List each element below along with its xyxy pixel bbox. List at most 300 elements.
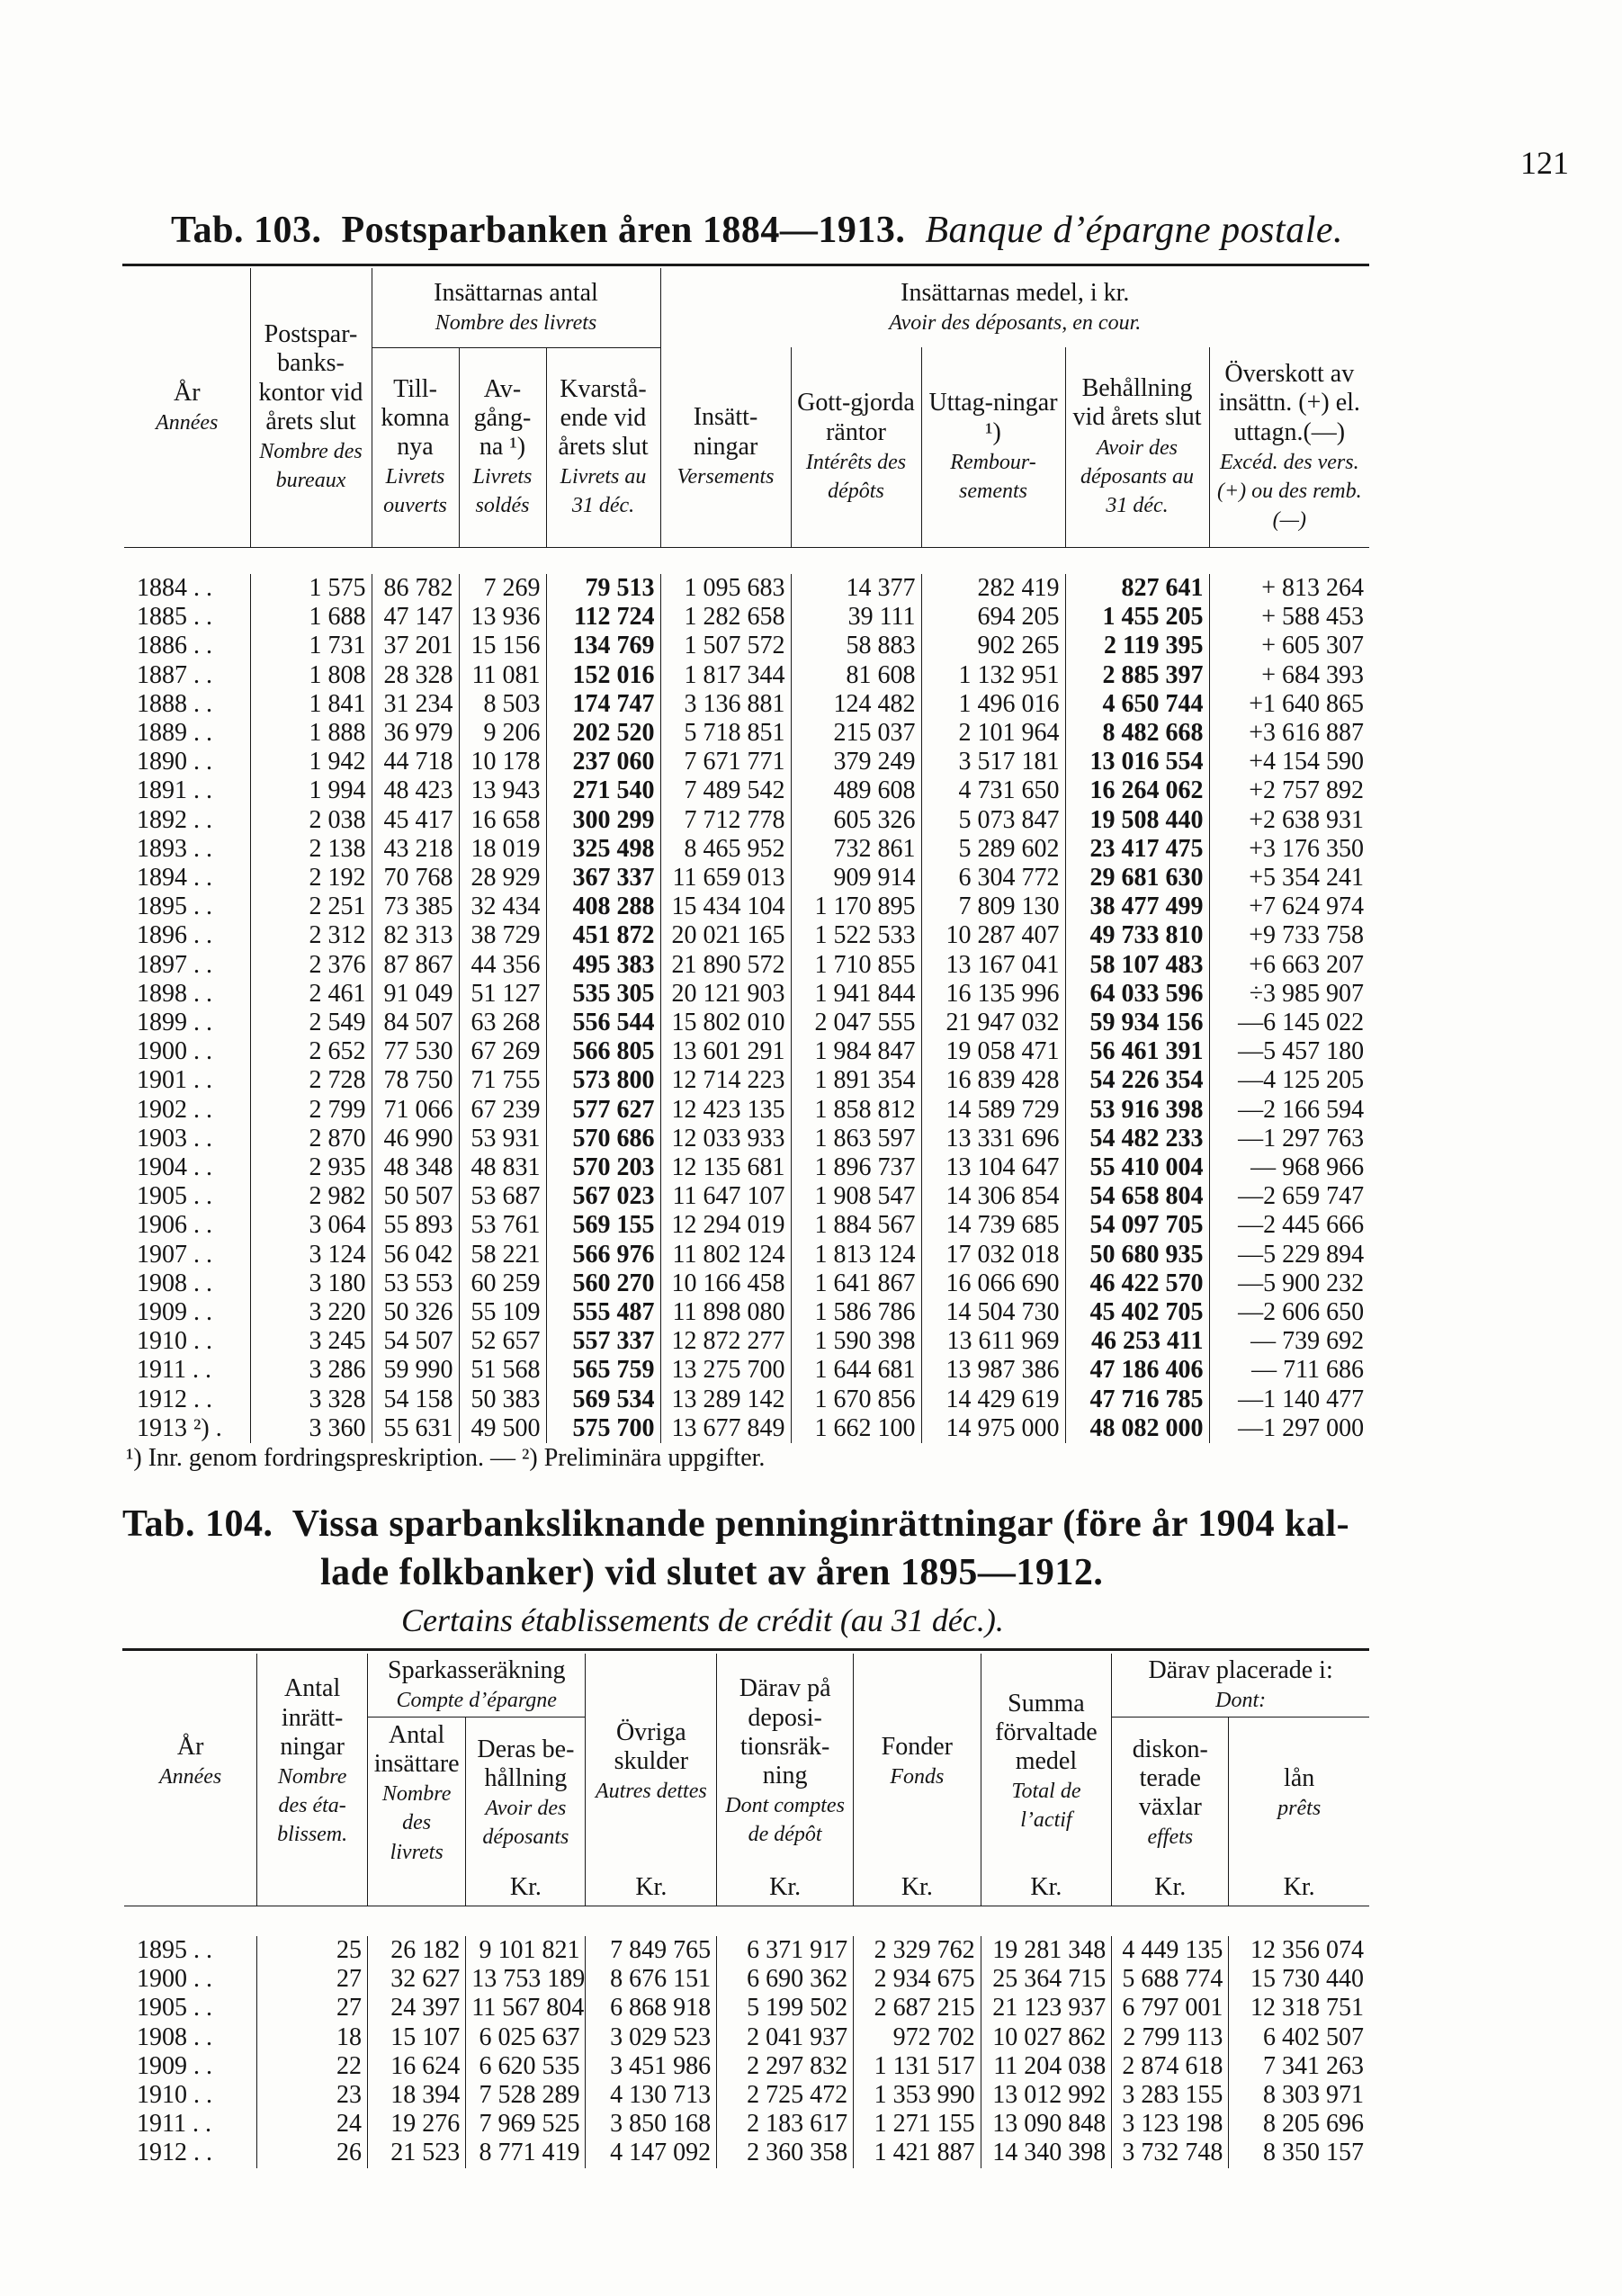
- tab103-header-surplus-fr: Excéd. des vers. (+) ou des remb. (—): [1216, 450, 1362, 533]
- tab103-header-closed-sv: Av-gång-na ¹): [473, 374, 532, 461]
- year-cell: 1898 . .: [137, 979, 212, 1008]
- value-cell: 12 318 751: [1229, 1994, 1369, 2022]
- tab104-header-holders-sv: Antal insättare: [373, 1720, 460, 1778]
- tab104-unit-holdings: Kr.: [466, 1870, 586, 1906]
- value-cell: 6 620 535: [466, 2052, 586, 2081]
- value-cell: 67 239: [459, 1096, 546, 1125]
- value-cell: 1 282 658: [660, 603, 791, 632]
- value-cell: 6 797 001: [1112, 1994, 1229, 2022]
- tab103-row: [124, 661, 1369, 690]
- value-cell: 71 755: [459, 1066, 546, 1095]
- tab104-header-group1-fr: Compte d’épargne: [396, 1688, 557, 1712]
- tab103-header-opened-sv: Till-komna nya: [381, 374, 450, 461]
- value-cell: 2 038: [250, 806, 372, 835]
- value-cell: 13 104 647: [921, 1153, 1065, 1182]
- tab103-header-group2-sv: Insättarnas medel, i kr.: [901, 278, 1130, 307]
- value-cell: 84 507: [372, 1009, 459, 1037]
- tab103-header-row-1: [124, 268, 1369, 347]
- year-cell: 1908 . .: [137, 2022, 212, 2051]
- value-cell: 1 575: [250, 574, 372, 603]
- year-cell: 1892 . .: [137, 805, 212, 834]
- value-cell: 16 624: [368, 2052, 466, 2081]
- value-cell: 2 982: [250, 1182, 372, 1211]
- value-cell: 2 183 617: [717, 2110, 854, 2139]
- tab104-row: [124, 1965, 1369, 1994]
- value-cell: 19 281 348: [981, 1936, 1112, 1965]
- tab103-row: [124, 1241, 1369, 1269]
- value-cell: 50 507: [372, 1182, 459, 1211]
- tab103-header-surplus: [1209, 347, 1369, 547]
- value-cell: 379 249: [791, 748, 921, 776]
- value-cell: 2 652: [250, 1037, 372, 1066]
- value-cell: 12 356 074: [1229, 1936, 1369, 1965]
- tab103-row: [124, 951, 1369, 980]
- tab104-header-bills-sv: diskon-terade växlar: [1132, 1735, 1208, 1822]
- value-cell: 13 601 291: [660, 1037, 791, 1066]
- value-cell: +2 757 892: [1209, 776, 1369, 805]
- value-cell: 7 269: [459, 574, 546, 603]
- tab103-title-fr: Banque d’épargne postale.: [925, 210, 1344, 251]
- value-cell: 5 718 851: [660, 719, 791, 748]
- value-cell: 56 461 391: [1065, 1037, 1209, 1066]
- value-cell: 58 221: [459, 1241, 546, 1269]
- value-cell: 694 205: [921, 603, 1065, 632]
- value-cell: 38 729: [459, 921, 546, 950]
- tab104-unit-funds: Kr.: [854, 1870, 981, 1906]
- value-cell: 32 627: [368, 1965, 466, 1994]
- tab104-top-rule: [122, 1648, 1369, 1651]
- value-cell: 6 868 918: [586, 1994, 717, 2022]
- value-cell: 22: [257, 2052, 368, 2081]
- value-cell: 202 520: [546, 719, 660, 748]
- value-cell: 14 504 730: [921, 1298, 1065, 1327]
- value-cell: 15 107: [368, 2023, 466, 2052]
- tab103-header-opened: [372, 347, 459, 547]
- tab104-header-count-sv: Antal inrätt-ningar: [280, 1674, 345, 1761]
- value-cell: 13 943: [459, 776, 546, 805]
- value-cell: 3 850 168: [586, 2110, 717, 2139]
- value-cell: —6 145 022: [1209, 1009, 1369, 1037]
- tab104-header-deposit-acc-fr: Dont comptes de dépôt: [725, 1794, 845, 1847]
- value-cell: 48 831: [459, 1153, 546, 1182]
- tab103-header-withdrawals-sv: Uttag-ningar ¹): [928, 389, 1058, 446]
- value-cell: +3 176 350: [1209, 835, 1369, 864]
- value-cell: —2 166 594: [1209, 1096, 1369, 1125]
- tab103-row: [124, 1096, 1369, 1125]
- tab104-header-holders-fr: Nombre des livrets: [381, 1782, 452, 1864]
- value-cell: 13 016 554: [1065, 748, 1209, 776]
- value-cell: 1 908 547: [791, 1182, 921, 1211]
- value-cell: 51 127: [459, 980, 546, 1009]
- tab103-row: [124, 921, 1369, 950]
- value-cell: 28 929: [459, 864, 546, 892]
- value-cell: 25 364 715: [981, 1965, 1112, 1994]
- value-cell: —4 125 205: [1209, 1066, 1369, 1095]
- value-cell: 1 662 100: [791, 1414, 921, 1443]
- value-cell: 566 805: [546, 1037, 660, 1066]
- tab103-header-divider: [124, 547, 1369, 574]
- value-cell: 47 147: [372, 603, 459, 632]
- value-cell: 1 863 597: [791, 1125, 921, 1153]
- value-cell: —1 297 000: [1209, 1414, 1369, 1443]
- value-cell: 54 158: [372, 1386, 459, 1414]
- tab103-header-withdrawals: [921, 347, 1065, 547]
- value-cell: 16 839 428: [921, 1066, 1065, 1095]
- value-cell: 13 167 041: [921, 951, 1065, 980]
- year-cell: 1899 . .: [137, 1009, 212, 1037]
- value-cell: 2 312: [250, 921, 372, 950]
- value-cell: 3 064: [250, 1211, 372, 1240]
- value-cell: 46 422 570: [1065, 1269, 1209, 1298]
- tab103-header-interest-sv: Gott-gjorda räntor: [797, 389, 915, 446]
- value-cell: 1 522 533: [791, 921, 921, 950]
- year-cell: 1900 . .: [137, 1037, 212, 1066]
- tab103-header-interest-fr: Intérêts des dépôts: [805, 450, 907, 503]
- value-cell: 44 356: [459, 951, 546, 980]
- value-cell: 53 687: [459, 1182, 546, 1211]
- value-cell: 49 733 810: [1065, 921, 1209, 950]
- value-cell: 2 885 397: [1065, 661, 1209, 690]
- value-cell: 2 192: [250, 864, 372, 892]
- value-cell: 1 817 344: [660, 661, 791, 690]
- value-cell: 1 421 887: [854, 2139, 981, 2167]
- tab103-row: [124, 632, 1369, 660]
- value-cell: 86 782: [372, 574, 459, 603]
- value-cell: 6 371 917: [717, 1936, 854, 1965]
- tab104-header-debts-fr: Autres dettes: [595, 1780, 707, 1804]
- value-cell: +7 624 974: [1209, 892, 1369, 921]
- value-cell: 10 178: [459, 748, 546, 776]
- tab103-row: [124, 806, 1369, 835]
- tab104-row: [124, 2110, 1369, 2139]
- value-cell: 45 402 705: [1065, 1298, 1209, 1327]
- value-cell: 570 203: [546, 1153, 660, 1182]
- tab104-header-holdings: [466, 1717, 586, 1870]
- value-cell: 13 987 386: [921, 1356, 1065, 1385]
- tab104-body: [124, 1936, 1369, 2168]
- tab103-label: Tab. 103.: [171, 210, 322, 251]
- tab103-header-year: [124, 268, 250, 547]
- value-cell: 51 568: [459, 1356, 546, 1385]
- value-cell: 60 259: [459, 1269, 546, 1298]
- tab103-row: [124, 1356, 1369, 1385]
- tab103-header-withdrawals-fr: Rembour-sements: [950, 450, 1036, 503]
- tab104-header-total-fr: Total de l’actif: [1011, 1780, 1081, 1833]
- value-cell: 2 101 964: [921, 719, 1065, 748]
- tab104-header-row-1: [124, 1654, 1369, 1717]
- value-cell: 271 540: [546, 776, 660, 805]
- tab104-unit-total: Kr.: [981, 1870, 1112, 1906]
- value-cell: 4 449 135: [1112, 1936, 1229, 1965]
- value-cell: 4 130 713: [586, 2081, 717, 2110]
- value-cell: 13 753 189: [466, 1965, 586, 1994]
- tab104-unit-blank-2: [257, 1870, 368, 1906]
- tab103-header-group2-fr: Avoir des déposants, en cour.: [889, 311, 1142, 335]
- year-cell: 1913 ²) .: [137, 1413, 222, 1442]
- value-cell: 26 182: [368, 1936, 466, 1965]
- value-cell: 73 385: [372, 892, 459, 921]
- value-cell: 16 135 996: [921, 980, 1065, 1009]
- value-cell: 1 888: [250, 719, 372, 748]
- tab103-row: [124, 1269, 1369, 1298]
- tab103-row: [124, 1009, 1369, 1037]
- value-cell: 53 916 398: [1065, 1096, 1209, 1125]
- value-cell: 2 329 762: [854, 1936, 981, 1965]
- tab104-table: [124, 1654, 1369, 2168]
- value-cell: + 684 393: [1209, 661, 1369, 690]
- tab103-row: [124, 1066, 1369, 1095]
- tab104-row: [124, 1994, 1369, 2022]
- value-cell: 19 276: [368, 2110, 466, 2139]
- value-cell: 3 328: [250, 1386, 372, 1414]
- value-cell: 566 976: [546, 1241, 660, 1269]
- value-cell: +4 154 590: [1209, 748, 1369, 776]
- tab103-row: [124, 603, 1369, 632]
- value-cell: 3 732 748: [1112, 2139, 1229, 2167]
- year-cell: 1894 . .: [137, 864, 212, 892]
- tab103-header-balance-sv: Behållning vid årets slut: [1072, 374, 1202, 432]
- value-cell: + 588 453: [1209, 603, 1369, 632]
- value-cell: +6 663 207: [1209, 951, 1369, 980]
- value-cell: 11 659 013: [660, 864, 791, 892]
- value-cell: 11 802 124: [660, 1241, 791, 1269]
- tab104-unit-blank-3: [368, 1870, 466, 1906]
- year-cell: 1905 . .: [137, 1182, 212, 1211]
- value-cell: 560 270: [546, 1269, 660, 1298]
- value-cell: 55 410 004: [1065, 1153, 1209, 1182]
- value-cell: 555 487: [546, 1298, 660, 1327]
- value-cell: 1 353 990: [854, 2081, 981, 2110]
- value-cell: 10 027 862: [981, 2023, 1112, 2052]
- value-cell: 4 731 650: [921, 776, 1065, 805]
- tab103-row: [124, 1327, 1369, 1356]
- value-cell: 13 331 696: [921, 1125, 1065, 1153]
- value-cell: 10 166 458: [660, 1269, 791, 1298]
- tab103-top-rule: [122, 264, 1369, 266]
- page-number: 121: [1520, 145, 1569, 181]
- value-cell: 1 507 572: [660, 632, 791, 660]
- tab103-header-deposits-sv: Insätt-ningar: [693, 403, 758, 461]
- tab103-header-balance: [1065, 347, 1209, 547]
- value-cell: 12 423 135: [660, 1096, 791, 1125]
- value-cell: 11 898 080: [660, 1298, 791, 1327]
- tab104-header-year: [124, 1654, 257, 1870]
- tab103-header-remaining-fr: Livrets au 31 déc.: [560, 465, 647, 518]
- value-cell: 18 394: [368, 2081, 466, 2110]
- value-cell: 91 049: [372, 980, 459, 1009]
- value-cell: 12 135 681: [660, 1153, 791, 1182]
- year-cell: 1909 . .: [137, 1298, 212, 1327]
- value-cell: —1 140 477: [1209, 1386, 1369, 1414]
- value-cell: —1 297 763: [1209, 1125, 1369, 1153]
- value-cell: 489 608: [791, 776, 921, 805]
- value-cell: 3 283 155: [1112, 2081, 1229, 2110]
- value-cell: 7 489 542: [660, 776, 791, 805]
- tab103-title-line: [171, 209, 1343, 252]
- value-cell: 827 641: [1065, 574, 1209, 603]
- tab103-header-remaining-sv: Kvarstå-ende vid årets slut: [558, 374, 649, 461]
- value-cell: 10 287 407: [921, 921, 1065, 950]
- year-cell: 1908 . .: [137, 1269, 212, 1297]
- value-cell: 37 201: [372, 632, 459, 660]
- value-cell: 2 728: [250, 1066, 372, 1095]
- tab104-title-2: lade folkbanker) vid slutet av åren 1895—1912.: [320, 1552, 1104, 1593]
- value-cell: 1 586 786: [791, 1298, 921, 1327]
- value-cell: — 968 966: [1209, 1153, 1369, 1182]
- value-cell: 50 680 935: [1065, 1241, 1209, 1269]
- tab104-header-total-sv: Summa förvaltade medel: [995, 1689, 1098, 1775]
- tab104-header-group2-sv: Därav placerade i:: [1148, 1655, 1333, 1684]
- tab103-header-deposits-fr: Versements: [677, 464, 775, 489]
- tab103-row: [124, 1182, 1369, 1211]
- tab103-row: [124, 1211, 1369, 1240]
- value-cell: 27: [257, 1965, 368, 1994]
- tab103-header-interest: [791, 347, 921, 547]
- value-cell: 13 936: [459, 603, 546, 632]
- value-cell: 3 123 198: [1112, 2110, 1229, 2139]
- tab103-header-closed: [459, 347, 546, 547]
- value-cell: 20 121 903: [660, 980, 791, 1009]
- tab104-header-group2-fr: Dont:: [1215, 1688, 1267, 1712]
- value-cell: 6 025 637: [466, 2023, 586, 2052]
- value-cell: 58 883: [791, 632, 921, 660]
- value-cell: 24: [257, 2110, 368, 2139]
- value-cell: 1 858 812: [791, 1096, 921, 1125]
- tab103-title: Postsparbanken åren 1884—1913.: [341, 210, 906, 251]
- value-cell: 11 081: [459, 661, 546, 690]
- value-cell: 54 507: [372, 1327, 459, 1356]
- value-cell: 1 884 567: [791, 1211, 921, 1240]
- value-cell: 1 984 847: [791, 1037, 921, 1066]
- value-cell: 1 641 867: [791, 1269, 921, 1298]
- value-cell: 47 716 785: [1065, 1386, 1209, 1414]
- value-cell: 14 377: [791, 574, 921, 603]
- year-cell: 1903 . .: [137, 1124, 212, 1152]
- value-cell: 55 893: [372, 1211, 459, 1240]
- year-cell: 1902 . .: [137, 1095, 212, 1124]
- value-cell: 2 549: [250, 1009, 372, 1037]
- tab104-header-total: [981, 1654, 1112, 1870]
- value-cell: 31 234: [372, 690, 459, 719]
- tab103-header-remaining: [546, 347, 660, 547]
- value-cell: 152 016: [546, 661, 660, 690]
- tab104-header-count-fr: Nombre des éta-blissem.: [277, 1765, 348, 1847]
- value-cell: 11 204 038: [981, 2052, 1112, 2081]
- value-cell: 573 800: [546, 1066, 660, 1095]
- value-cell: 1 941 844: [791, 980, 921, 1009]
- year-cell: 1886 . .: [137, 632, 212, 660]
- value-cell: 70 768: [372, 864, 459, 892]
- year-cell: 1904 . .: [137, 1153, 212, 1182]
- value-cell: 23 417 475: [1065, 835, 1209, 864]
- value-cell: +1 640 865: [1209, 690, 1369, 719]
- value-cell: 1 710 855: [791, 951, 921, 980]
- value-cell: 14 306 854: [921, 1182, 1065, 1211]
- value-cell: 535 305: [546, 980, 660, 1009]
- value-cell: 4 147 092: [586, 2139, 717, 2167]
- tab103-row: [124, 690, 1369, 719]
- value-cell: 63 268: [459, 1009, 546, 1037]
- tab104-unit-row: [124, 1870, 1369, 1906]
- tab103-row: [124, 1386, 1369, 1414]
- value-cell: 14 739 685: [921, 1211, 1065, 1240]
- value-cell: 2 687 215: [854, 1994, 981, 2022]
- value-cell: 27: [257, 1994, 368, 2022]
- value-cell: 11 647 107: [660, 1182, 791, 1211]
- tab104-header-loans-fr: prêts: [1277, 1797, 1322, 1821]
- tab103-row: [124, 980, 1369, 1009]
- tab104-header-holdings-sv: Deras be-hållning: [477, 1735, 575, 1793]
- year-cell: 1890 . .: [137, 748, 212, 776]
- value-cell: 59 934 156: [1065, 1009, 1209, 1037]
- value-cell: 1 670 856: [791, 1386, 921, 1414]
- value-cell: 570 686: [546, 1125, 660, 1153]
- value-cell: 174 747: [546, 690, 660, 719]
- year-cell: 1887 . .: [137, 660, 212, 689]
- value-cell: 77 530: [372, 1037, 459, 1066]
- value-cell: 24 397: [368, 1994, 466, 2022]
- value-cell: 2 138: [250, 835, 372, 864]
- value-cell: 3 286: [250, 1356, 372, 1385]
- value-cell: 1 131 517: [854, 2052, 981, 2081]
- value-cell: 12 033 933: [660, 1125, 791, 1153]
- year-cell: 1889 . .: [137, 719, 212, 748]
- tab104-row: [124, 2023, 1369, 2052]
- value-cell: 53 553: [372, 1269, 459, 1298]
- year-cell: 1884 . .: [137, 574, 212, 602]
- tab104-title-line-1: [122, 1502, 1349, 1546]
- value-cell: + 605 307: [1209, 632, 1369, 660]
- value-cell: 1 731: [250, 632, 372, 660]
- year-cell: 1897 . .: [137, 950, 212, 979]
- value-cell: 3 517 181: [921, 748, 1065, 776]
- year-cell: 1909 . .: [137, 2051, 212, 2080]
- value-cell: 21 123 937: [981, 1994, 1112, 2022]
- value-cell: 59 990: [372, 1356, 459, 1385]
- year-cell: 1911 . .: [137, 1356, 211, 1385]
- value-cell: 7 849 765: [586, 1936, 717, 1965]
- value-cell: 577 627: [546, 1096, 660, 1125]
- tab104-unit-blank-1: [124, 1870, 257, 1906]
- value-cell: 9 101 821: [466, 1936, 586, 1965]
- value-cell: 67 269: [459, 1037, 546, 1066]
- year-cell: 1912 . .: [137, 1385, 212, 1413]
- value-cell: 557 337: [546, 1327, 660, 1356]
- tab104-title-1: Vissa sparbanksliknande penninginrättningar (före år 1904 kal-: [291, 1503, 1350, 1545]
- value-cell: 55 631: [372, 1414, 459, 1443]
- value-cell: 55 109: [459, 1298, 546, 1327]
- year-cell: 1912 . .: [137, 2139, 212, 2167]
- value-cell: 1 644 681: [791, 1356, 921, 1385]
- value-cell: 367 337: [546, 864, 660, 892]
- value-cell: 8 482 668: [1065, 719, 1209, 748]
- tab104-header-year-fr: Années: [158, 1765, 222, 1789]
- tab103-header-group1-sv: Insättarnas antal: [434, 278, 598, 307]
- value-cell: 7 969 525: [466, 2110, 586, 2139]
- value-cell: 13 012 992: [981, 2081, 1112, 2110]
- value-cell: 53 931: [459, 1125, 546, 1153]
- value-cell: 16 066 690: [921, 1269, 1065, 1298]
- year-cell: 1895 . .: [137, 892, 212, 921]
- tab104-row: [124, 1936, 1369, 1965]
- tab104-header-loans: [1229, 1717, 1369, 1870]
- value-cell: 9 206: [459, 719, 546, 748]
- tab104-header-debts: [586, 1654, 717, 1870]
- tab103-row: [124, 748, 1369, 776]
- value-cell: 32 434: [459, 892, 546, 921]
- value-cell: 53 761: [459, 1211, 546, 1240]
- value-cell: 2 119 395: [1065, 632, 1209, 660]
